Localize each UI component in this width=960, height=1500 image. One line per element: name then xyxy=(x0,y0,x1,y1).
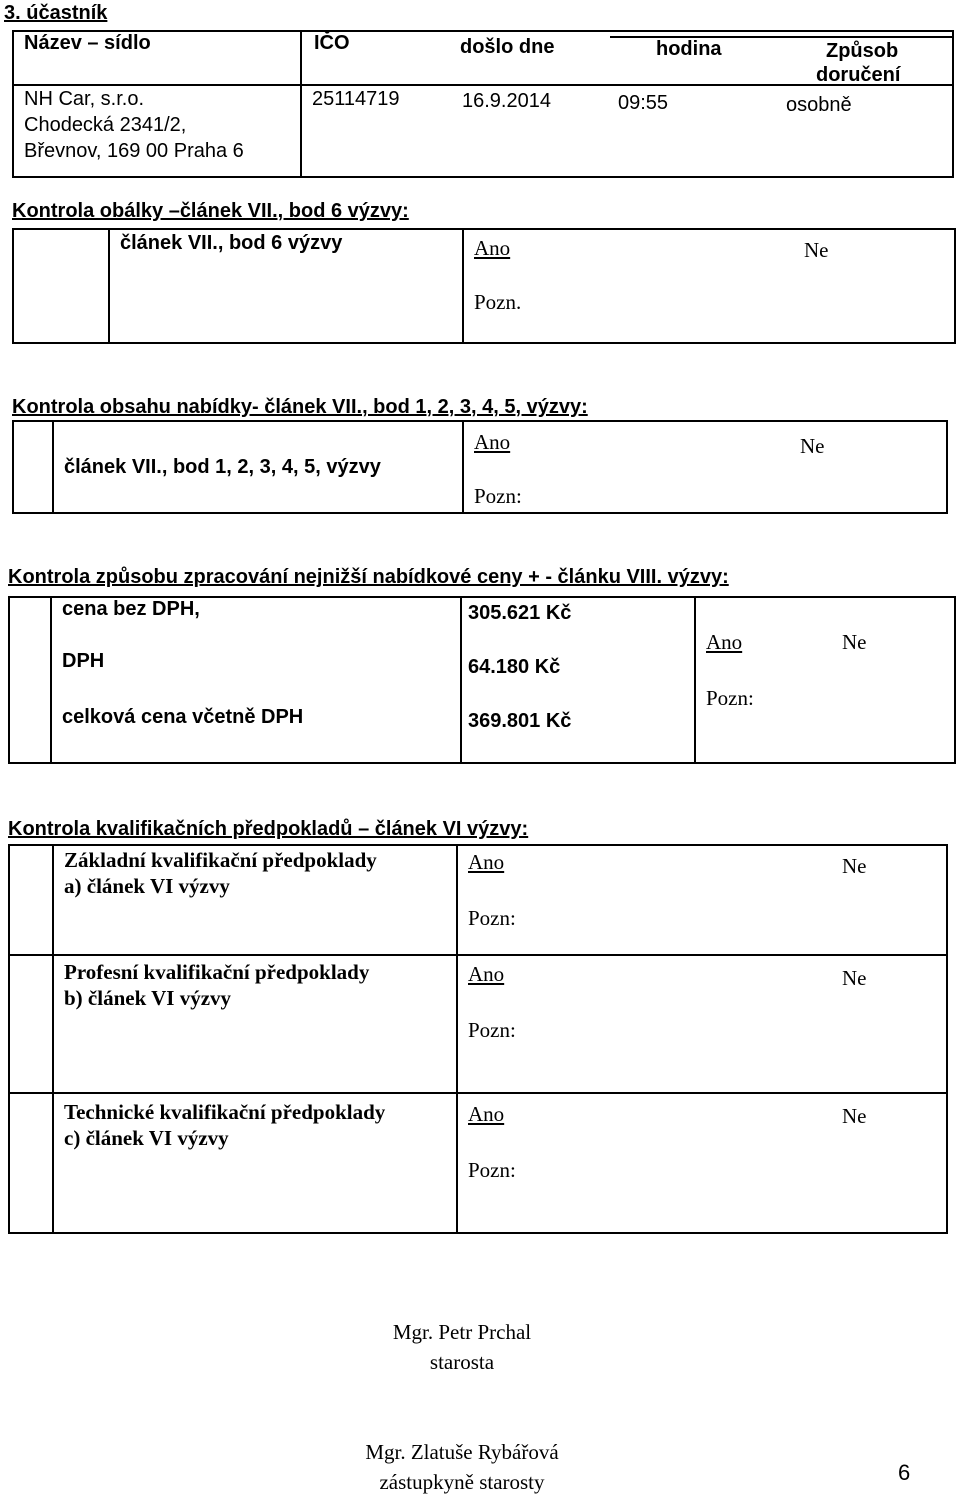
qualification-basic-title: Základní kvalifikační předpoklady xyxy=(64,848,377,872)
price-row-value: 305.621 Kč xyxy=(468,602,572,624)
qualification-professional-title: Profesní kvalifikační předpoklady xyxy=(64,960,370,984)
table-divider xyxy=(52,844,54,1234)
table-divider xyxy=(8,1092,948,1094)
table-divider xyxy=(462,228,464,344)
content-check-yes: Ano xyxy=(474,430,511,454)
qualification-technical-note: Pozn: xyxy=(468,1158,516,1182)
qualification-check-heading: Kontrola kvalifikačních předpokladů – článek VI výzvy: xyxy=(8,818,529,840)
participant-city: Břevnov, 169 00 Praha 6 xyxy=(24,140,244,162)
table-divider xyxy=(462,420,464,514)
table-divider xyxy=(108,228,110,344)
content-check-no: Ne xyxy=(800,434,825,458)
participant-heading: 3. účastník xyxy=(4,2,108,24)
participant-ico: 25114719 xyxy=(312,88,400,110)
price-row-value: 369.801 Kč xyxy=(468,710,572,732)
table-divider xyxy=(50,596,52,764)
participant-delivery: osobně xyxy=(786,94,852,116)
price-check-note: Pozn: xyxy=(706,686,754,710)
signature-name: Mgr. Petr Prchal xyxy=(392,1320,532,1344)
price-row-label: celková cena včetně DPH xyxy=(62,706,304,728)
participant-street: Chodecká 2341/2, xyxy=(24,114,187,136)
qualification-technical-ref: c) článek VI výzvy xyxy=(64,1126,229,1150)
price-row-label: DPH xyxy=(62,650,105,672)
content-check-item: článek VII., bod 1, 2, 3, 4, 5, výzvy xyxy=(64,456,381,478)
qualification-basic-yes: Ano xyxy=(468,850,505,874)
header-delivery-line2: doručení xyxy=(816,64,901,86)
qualification-technical-yes: Ano xyxy=(468,1102,505,1126)
table-divider xyxy=(456,844,458,1234)
header-ico: IČO xyxy=(314,32,350,54)
price-row-value: 64.180 Kč xyxy=(468,656,561,678)
table-divider xyxy=(8,954,948,956)
price-row-label: cena bez DPH, xyxy=(62,598,200,620)
header-received: došlo dne xyxy=(460,36,555,58)
envelope-check-yes: Ano xyxy=(474,236,511,260)
price-check-yes: Ano xyxy=(706,630,743,654)
participant-name: NH Car, s.r.o. xyxy=(24,88,145,110)
content-check-note: Pozn: xyxy=(474,484,522,508)
envelope-check-note: Pozn. xyxy=(474,290,522,314)
table-divider xyxy=(12,84,954,86)
signature-role: zástupkyně starosty xyxy=(379,1470,545,1494)
qualification-professional-note: Pozn: xyxy=(468,1018,516,1042)
envelope-check-no: Ne xyxy=(804,238,829,262)
signature-role: starosta xyxy=(429,1350,495,1374)
price-check-no: Ne xyxy=(842,630,867,654)
qualification-professional-yes: Ano xyxy=(468,962,505,986)
participant-received-hour: 09:55 xyxy=(618,92,669,114)
table-divider xyxy=(300,30,302,178)
content-check-heading: Kontrola obsahu nabídky- článek VII., bod 1, 2, 3, 4, 5, výzvy: xyxy=(12,396,588,418)
qualification-technical-title: Technické kvalifikační předpoklady xyxy=(64,1100,386,1124)
header-delivery-line1: Způsob xyxy=(826,40,899,62)
page-number: 6 xyxy=(898,1460,911,1485)
price-check-heading: Kontrola způsobu zpracování nejnižší nabídkové ceny + - článku VIII. výzvy: xyxy=(8,566,729,588)
envelope-check-heading: Kontrola obálky –článek VII., bod 6 výzvy: xyxy=(12,200,409,222)
qualification-professional-ref: b) článek VI výzvy xyxy=(64,986,232,1010)
participant-received-date: 16.9.2014 xyxy=(462,90,551,112)
qualification-basic-no: Ne xyxy=(842,854,867,878)
qualification-technical-no: Ne xyxy=(842,1104,867,1128)
table-divider xyxy=(52,420,54,514)
envelope-check-item: článek VII., bod 6 výzvy xyxy=(120,232,343,254)
header-hour: hodina xyxy=(656,38,722,60)
table-divider xyxy=(694,596,696,764)
header-name-seat: Název – sídlo xyxy=(24,32,151,54)
qualification-basic-note: Pozn: xyxy=(468,906,516,930)
signature-name: Mgr. Zlatuše Rybářová xyxy=(365,1440,559,1464)
qualification-basic-ref: a) článek VI výzvy xyxy=(64,874,230,898)
qualification-professional-no: Ne xyxy=(842,966,867,990)
table-divider xyxy=(460,596,462,764)
